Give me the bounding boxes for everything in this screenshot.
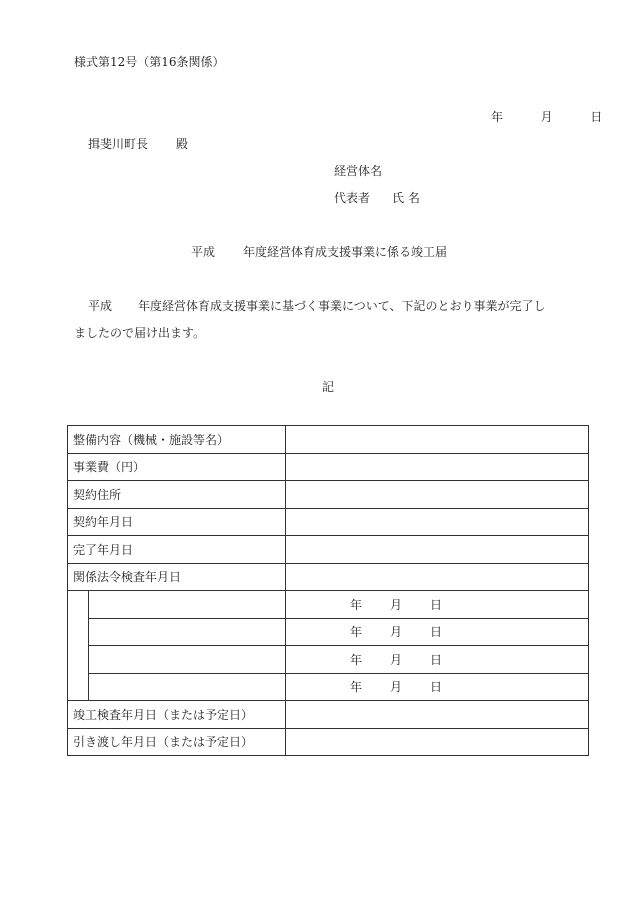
inspection-name-cell[interactable] xyxy=(89,673,286,701)
completion-inspection-label: 竣工検査年月日（または予定日） xyxy=(68,701,286,729)
equipment-label: 整備内容（機械・施設等名） xyxy=(68,426,286,454)
table-row xyxy=(68,728,589,756)
ki-label: 記 xyxy=(322,380,335,394)
table-row xyxy=(68,563,589,591)
form-number: 様式第12号（第16条関係） xyxy=(74,55,225,69)
date-day: 日 xyxy=(590,110,603,124)
indent-cell xyxy=(68,646,89,674)
body-era: 平成 xyxy=(88,299,113,313)
contract-date-value[interactable] xyxy=(286,508,589,536)
completion-date-value[interactable] xyxy=(286,536,589,564)
table-row xyxy=(68,536,589,564)
inspection-name-cell[interactable] xyxy=(89,618,286,646)
inspection-date-cell[interactable]: 年 月 日 xyxy=(286,618,589,646)
completion-table xyxy=(67,425,589,756)
completion-date-label: 完了年月日 xyxy=(68,536,286,564)
table-row xyxy=(68,646,589,674)
addressee-name: 揖斐川町長 xyxy=(88,137,149,151)
table-row xyxy=(68,591,589,619)
inspection-name-cell[interactable] xyxy=(89,591,286,619)
inspection-date-cell[interactable]: 年 月 日 xyxy=(286,673,589,701)
contract-date-label: 契約年月日 xyxy=(68,508,286,536)
equipment-value[interactable] xyxy=(286,426,589,454)
date-month: 月 xyxy=(540,110,553,124)
inspection-date-cell[interactable]: 年 月 日 xyxy=(286,591,589,619)
table-row xyxy=(68,426,589,454)
table-row xyxy=(68,618,589,646)
indent-cell xyxy=(68,591,89,619)
body-line-1: 年度経営体育成支援事業に基づく事業について、下記のとおり事業が完了し xyxy=(138,299,546,313)
indent-cell xyxy=(68,673,89,701)
table-row xyxy=(68,481,589,509)
indent-cell xyxy=(68,618,89,646)
cost-label: 事業費（円） xyxy=(68,453,286,481)
table-row xyxy=(68,673,589,701)
contract-address-label: 契約住所 xyxy=(68,481,286,509)
page-title: 年度経営体育成支援事業に係る竣工届 xyxy=(243,245,448,259)
date-year: 年 xyxy=(491,110,504,124)
representative-name-label: 氏 名 xyxy=(392,191,420,205)
contract-address-value[interactable] xyxy=(286,481,589,509)
table-row xyxy=(68,453,589,481)
body-line-2: ましたので届け出ます。 xyxy=(74,326,206,340)
representative-label: 代表者 xyxy=(334,191,371,205)
cost-value[interactable] xyxy=(286,453,589,481)
title-era: 平成 xyxy=(191,245,216,259)
handover-label: 引き渡し年月日（または予定日） xyxy=(68,728,286,756)
submission-date xyxy=(491,108,602,125)
inspection-name-cell[interactable] xyxy=(89,646,286,674)
completion-inspection-value[interactable] xyxy=(286,701,589,729)
entity-name-label: 経営体名 xyxy=(334,164,383,178)
inspection-header-label: 関係法令検査年月日 xyxy=(68,563,286,591)
addressee-honorific: 殿 xyxy=(176,137,189,151)
table-row xyxy=(68,508,589,536)
inspection-date-cell[interactable]: 年 月 日 xyxy=(286,646,589,674)
handover-value[interactable] xyxy=(286,728,589,756)
inspection-header-value[interactable] xyxy=(286,563,589,591)
table-row xyxy=(68,701,589,729)
